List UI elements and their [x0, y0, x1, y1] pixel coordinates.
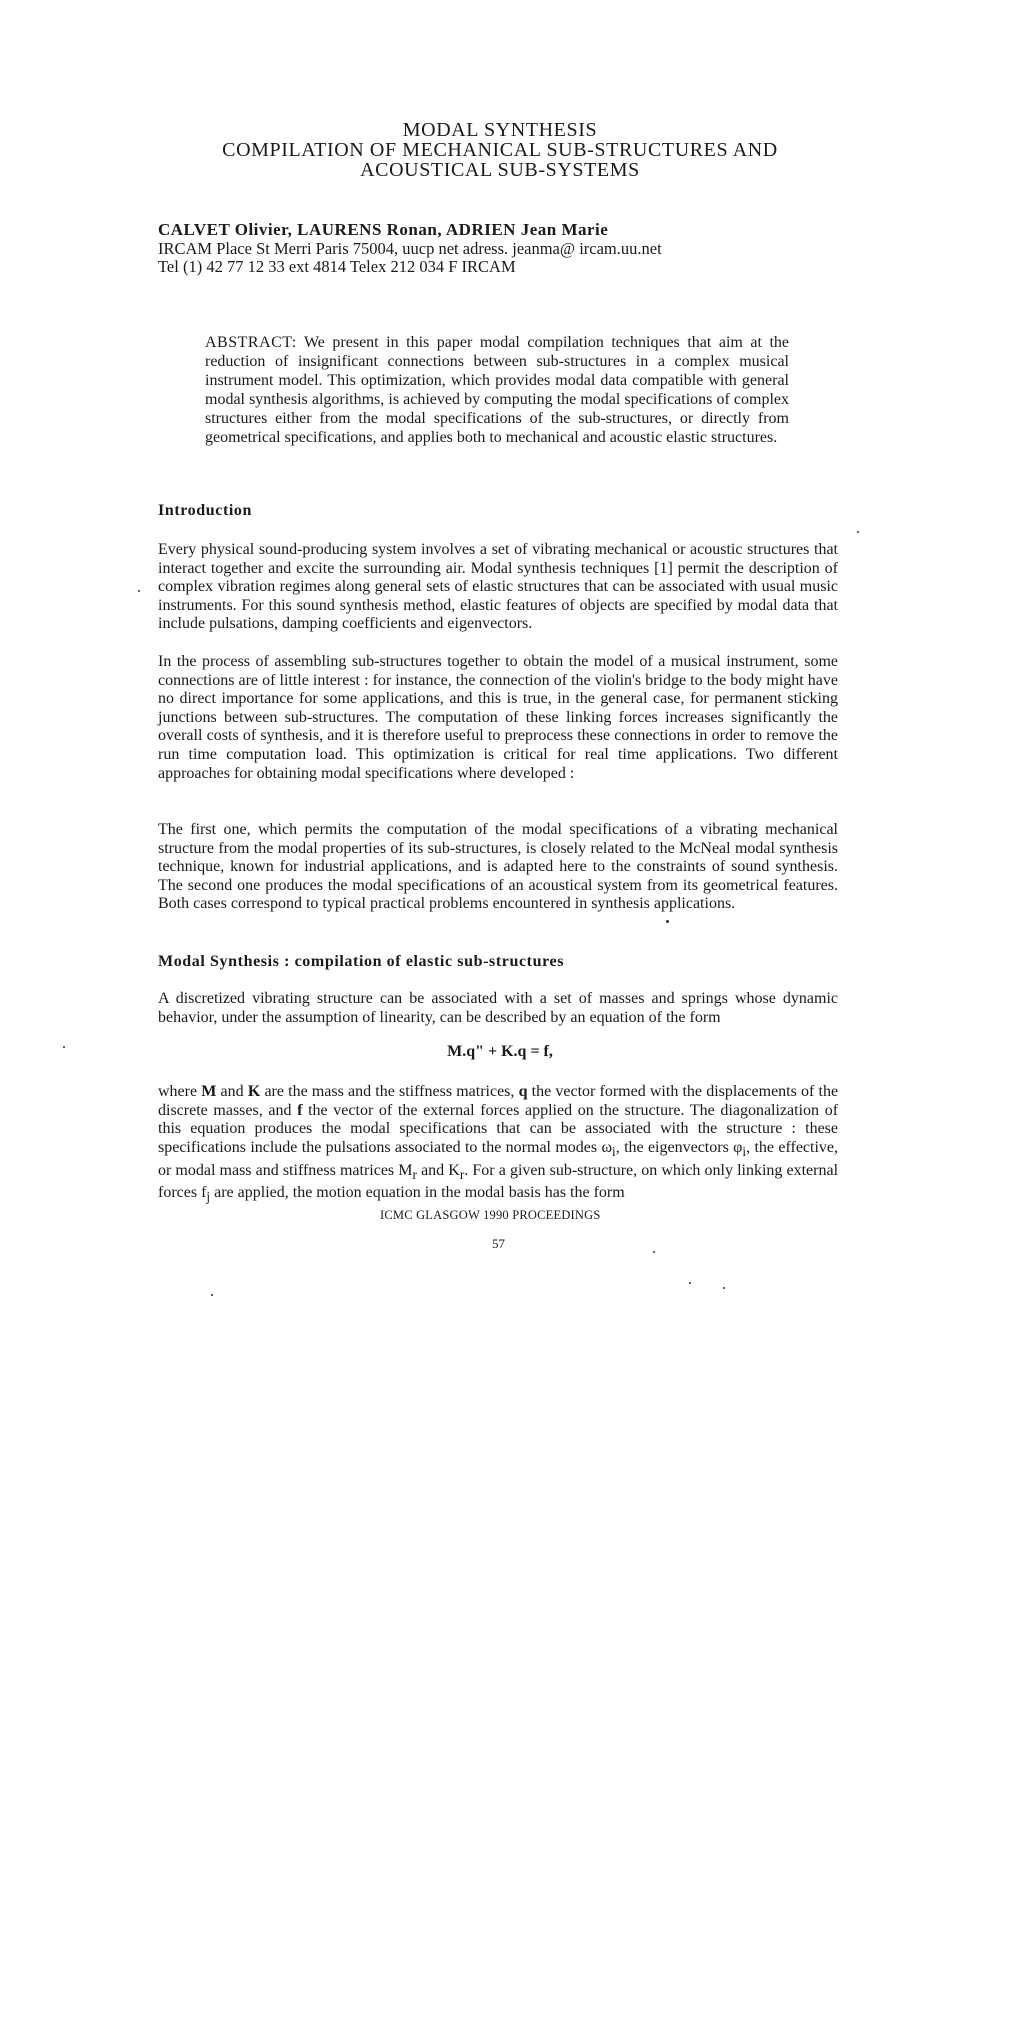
p2-text-i: . For a given sub-structure, on which only linking external forces [158, 1161, 839, 1202]
scan-speck [211, 1294, 213, 1296]
scan-speck [138, 590, 140, 592]
scan-speck [857, 531, 859, 533]
motion-equation [160, 1043, 840, 1061]
p2-text-c: are the mass and the stiffness matrices, [264, 1083, 515, 1100]
equation-text: M.q" + K.q = f, [447, 1043, 553, 1060]
title-line-2: COMPILATION OF MECHANICAL SUB-STRUCTURES AND [222, 139, 778, 161]
omega-symbol: ω [601, 1138, 613, 1156]
p2-text-a: where [158, 1083, 198, 1100]
abstract-text: We present in this paper modal compilation techniques that aim at the reduction of insignificant connections between sub-structures in a complex musical instrument model. This optimization, which provides modal data compatible with general modal synthesis algorithms, is achieved by computing the modal specifications of complex structures either from the modal specifications of the sub-structures, or directly from geometrical specifications, and applies both to mechanical and acoustic elastic structures. [205, 334, 789, 446]
author-contact: Tel (1) 42 77 12 33 ext 4814 Telex 212 034 F IRCAM [158, 257, 516, 276]
introduction-heading: Introduction [158, 502, 253, 519]
proceedings-footer: ICMC GLASGOW 1990 PROCEEDINGS [380, 1208, 601, 1222]
modal-synthesis-paragraph-2 [158, 1083, 838, 1207]
p2-text-b: and [220, 1083, 244, 1100]
modal-mass-symbol: M [398, 1161, 413, 1179]
author-names: CALVET Olivier, LAURENS Ronan, ADRIEN Jean Marie [158, 220, 609, 239]
phi-symbol: φ [733, 1138, 743, 1156]
modal-mass-subscript: r [412, 1166, 417, 1182]
author-affiliation: IRCAM Place St Merri Paris 75004, uucp net adress. jeanma@ ircam.uu.net [158, 238, 662, 258]
linking-force-subscript: j [206, 1189, 211, 1205]
introduction-paragraph-3: The first one, which permits the computation of the modal specifications of a vibrating mechanical structure from the modal properties of its sub-structures, is closely related to the McNeal modal synthesis technique, known for industrial applications, and is adapted here to the constraints of sound synthesis. The second one produces the modal specifications of an acoustical system from its geometrical features. Both cases correspond to typical practical problems encountered in synthesis applications. [158, 821, 838, 913]
stiffness-matrix-symbol: K [247, 1083, 261, 1100]
p2-text-d: the vector formed with the displacements of the discrete masses, and [158, 1083, 839, 1119]
abstract [205, 333, 789, 447]
scan-speck [653, 1251, 655, 1253]
title-line-3: ACOUSTICAL SUB-SYSTEMS [360, 159, 640, 181]
introduction-paragraph-1: Every physical sound-producing system involves a set of vibrating mechanical or acoustic structures that interact together and excite the surrounding air. Modal synthesis techniques [1] permit the description of complex vibration regimes along general sets of elastic structures that can be associated with usual music instruments. For this sound synthesis method, elastic features of objects are specified by modal data that include pulsations, damping coefficients and eigenvectors. [158, 541, 838, 633]
scan-speck [689, 1282, 691, 1284]
modal-stiffness-symbol: K [448, 1161, 460, 1179]
p2-text-and: and [421, 1161, 445, 1179]
modal-stiffness-subscript: r [459, 1166, 465, 1182]
displacement-vector-symbol: q [518, 1083, 528, 1100]
title-line-1: MODAL SYNTHESIS [402, 119, 598, 141]
scan-speck [666, 920, 669, 923]
phi-subscript: i [742, 1143, 747, 1159]
mass-matrix-symbol: M [201, 1083, 217, 1100]
p2-text-h: , the effective, or modal mass and stiffness matrices [158, 1138, 839, 1179]
p2-text-g: , the eigenvectors [615, 1138, 729, 1156]
force-vector-symbol: f [297, 1101, 303, 1119]
modal-synthesis-heading: Modal Synthesis : compilation of elastic sub-structures [158, 953, 565, 970]
linking-force-symbol: f [201, 1184, 207, 1202]
author-block [158, 221, 858, 277]
page-number: 57 [492, 1236, 505, 1251]
omega-subscript: i [612, 1143, 616, 1159]
abstract-label: ABSTRACT: [205, 334, 297, 351]
modal-synthesis-paragraph-1: A discretized vibrating structure can be associated with a set of masses and springs whose dynamic behavior, under the assumption of linearity, can be described by an equation of the form [158, 990, 838, 1026]
p2-text-e: the vector of the external forces applied on the structure. The diagonalization of this equation produces the modal specifications that can be associated with the structure : these specifications include the pulsations associated to the normal modes [158, 1101, 839, 1156]
p2-text-j: are applied, the motion equation in the modal basis has the form [214, 1184, 625, 1202]
introduction-paragraph-2: In the process of assembling sub-structures together to obtain the model of a musical instrument, some connections are of little interest : for instance, the connection of the violin's bridge to the body might have no direct importance for some applications, and this is true, in the general case, for permanent sticking junctions between sub-structures. The computation of these linking forces increases significantly the overall costs of synthesis, and it is therefore useful to preprocess these connections in order to remove the run time computation load. This optimization is critical for real time applications. Two different approaches for obtaining modal specifications where developed : [158, 653, 838, 782]
paper-title [160, 120, 840, 180]
scan-speck [63, 1046, 65, 1048]
scan-speck [723, 1287, 725, 1289]
